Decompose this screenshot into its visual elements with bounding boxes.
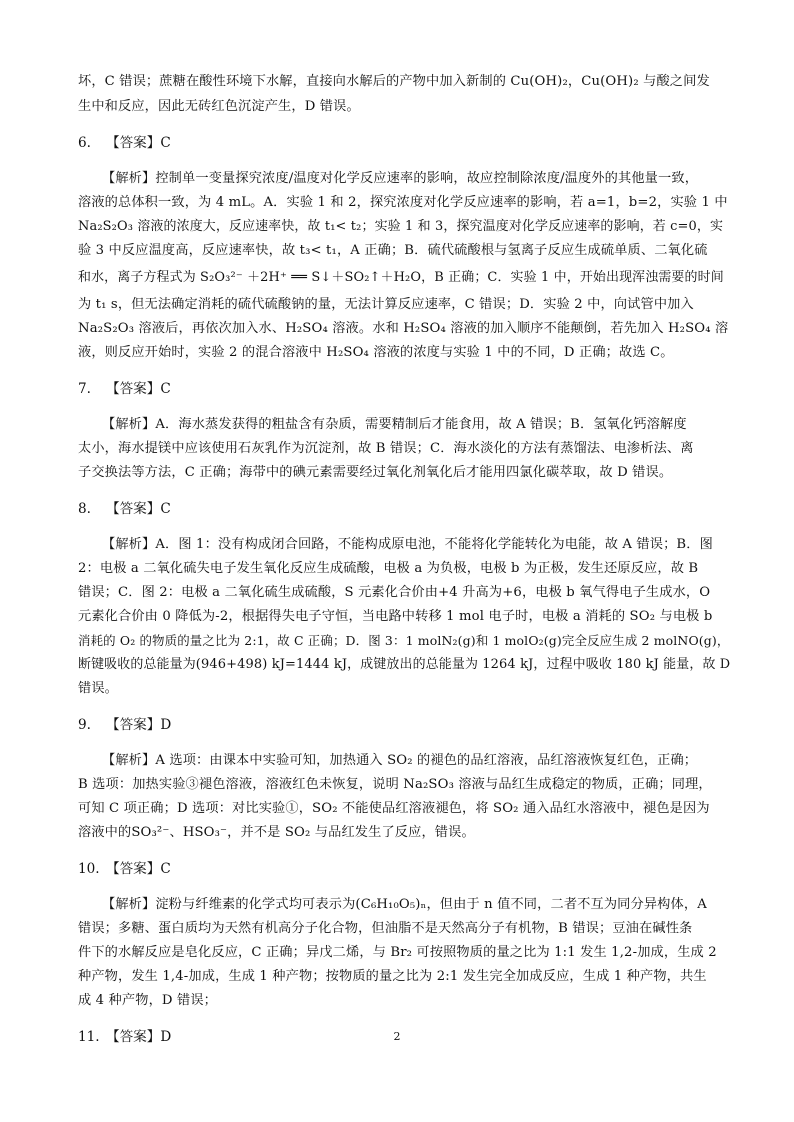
text-line: 生中和反应，因此无砖红色沉淀产生，D 错误。	[78, 99, 360, 114]
answer-line	[78, 716, 171, 734]
text-line: 【解析】控制单一变量探究浓度/温度对化学反应速率的影响，故应控制除浓度/温度外的其他量一致，	[102, 171, 699, 186]
text-line: 可知 C 项正确；D 选项：对比实验①，SO₂ 不能使品红溶液褪色，将 SO₂ 通入品红水溶液中，褪色是因为	[78, 801, 710, 816]
text-line: 验 3 中反应温度高，反应速率快，故 t₃< t₁，A 正确；B．硫代硫酸根与氢离子反应生成硫单质、二氧化硫	[78, 243, 708, 258]
text-line: 子交换法等方法，C 正确；海带中的碘元素需要经过氧化剂氧化后才能用四氯化碳萃取，故 D 错误。	[78, 465, 673, 480]
text-line: 为 t₁ s，但无法确定消耗的硫代硫酸钠的量，无法计算反应速率，C 错误；D．实验 2 中，向试管中加入	[78, 297, 694, 312]
answer-line	[78, 380, 171, 398]
question-number: 8.	[78, 501, 91, 517]
text-line: 溶液中的SO₃²⁻、HSO₃⁻，并不是 SO₂ 与品红发生了反应，错误。	[78, 825, 475, 840]
question-number: 11.	[78, 1029, 100, 1045]
text-line: 种产物，发生 1,4-加成，生成 1 种产物；按物质的量之比为 2:1 发生完全加成反应，生成 1 种产物，共生	[78, 969, 707, 984]
text-line: 成 4 种产物，D 错误；	[78, 993, 217, 1008]
text-line: 【解析】A．海水蒸发获得的粗盐含有杂质，需要精制后才能食用，故 A 错误；B．氢氧化钙溶解度	[102, 417, 687, 432]
text-line: 溶液的总体积一致，为 4 mL。A．实验 1 和 2，探究浓度对化学反应速率的影响，若 a=1，b=2，实验 1 中	[78, 195, 728, 210]
text-line: 件下的水解反应是皂化反应，C 正确；异戊二烯，与 Br₂ 可按照物质的量之比为 1:1 发生 1,2-加成，生成 2	[78, 945, 717, 960]
answer-line	[78, 860, 171, 878]
text-line: 和水，离子方程式为 S₂O₃²⁻ ＋2H⁺ ══ S↓＋SO₂↑＋H₂O，B 正确；C．实验 1 中，开始出现浑浊需要的时间	[78, 270, 724, 285]
text-line: 错误；多糖、蛋白质均为天然有机高分子化合物，但油脂不是天然高分子有机物，B 错误；豆油在碱性条	[78, 921, 693, 936]
question-number: 9.	[78, 717, 91, 733]
text-line: Na₂S₂O₃ 溶液后，再依次加入水、H₂SO₄ 溶液。水和 H₂SO₄ 溶液的加入顺序不能颠倒，若先加入 H₂SO₄ 溶	[78, 321, 729, 336]
page-number: 2	[393, 1030, 401, 1043]
answer-text: 【答案】C	[106, 381, 171, 397]
answer-text: 【答案】C	[106, 135, 171, 151]
question-number: 7.	[78, 381, 91, 397]
text-line: 坏，C 错误；蔗糖在酸性环境下水解，直接向水解后的产物中加入新制的 Cu(OH)₂，Cu(OH)₂ 与酸之间发	[78, 74, 710, 89]
question-number: 10.	[78, 861, 100, 877]
text-line: 【解析】A．图 1：没有构成闭合回路，不能构成原电池，不能将化学能转化为电能，故 A 错误；B．图	[102, 537, 713, 552]
text-line: 错误。	[78, 681, 119, 696]
answer-line	[78, 500, 171, 518]
answer-text: 【答案】D	[106, 1029, 172, 1045]
text-line: 断键吸收的总能量为(946+498) kJ=1444 kJ，成键放出的总能量为 1264 kJ，过程中吸收 180 kJ 能量，故 D	[78, 657, 731, 672]
answer-text: 【答案】D	[106, 717, 172, 733]
text-line: B 选项：加热实验③褪色溶液，溶液红色未恢复，说明 Na₂SO₃ 溶液与品红生成稳定的物质，正确；同理，	[78, 777, 712, 792]
answer-line	[78, 134, 171, 152]
text-line: Na₂S₂O₃ 溶液的浓度大，反应速率快，故 t₁< t₂；实验 1 和 3，探究温度对化学反应速率的影响，若 c=0，实	[78, 219, 724, 234]
text-line: 【解析】A 选项：由课本中实验可知，加热通入 SO₂ 的褪色的品红溶液，品红溶液恢复红色，正确；	[102, 753, 698, 768]
text-line: 错误；C．图 2：电极 a 二氧化硫生成硫酸，S 元素化合价由+4 升高为+6，电极 b 氧气得电子生成水，O	[78, 585, 711, 600]
text-line: 元素化合价由 0 降低为-2，根据得失电子守恒，当电路中转移 1 mol 电子时，电极 a 消耗的 SO₂ 与电极 b	[78, 609, 713, 624]
text-line: 消耗的 O₂ 的物质的量之比为 2:1，故 C 正确；D．图 3：1 molN₂(g)和 1 molO₂(g)完全反应生成 2 molNO(g)，	[78, 633, 730, 648]
question-number: 6.	[78, 135, 91, 151]
text-line: 2：电极 a 二氧化硫失电子发生氧化反应生成硫酸，电极 a 为负极，电极 b 为正极，发生还原反应，故 B	[78, 561, 699, 576]
text-line: 太小，海水提镁中应该使用石灰乳作为沉淀剂，故 B 错误；C．海水淡化的方法有蒸馏法、电渗析法、离	[78, 441, 694, 456]
text-line: 液，则反应开始时，实验 2 的混合溶液中 H₂SO₄ 溶液的浓度与实验 1 中的不同，D 正确；故选 C。	[78, 345, 674, 360]
text-line: 【解析】淀粉与纤维素的化学式均可表示为(C₆H₁₀O₅)ₙ，但由于 n 值不同，二者不互为同分异构体，A	[102, 897, 707, 912]
answer-text: 【答案】C	[106, 861, 171, 877]
answer-text: 【答案】C	[106, 501, 171, 517]
